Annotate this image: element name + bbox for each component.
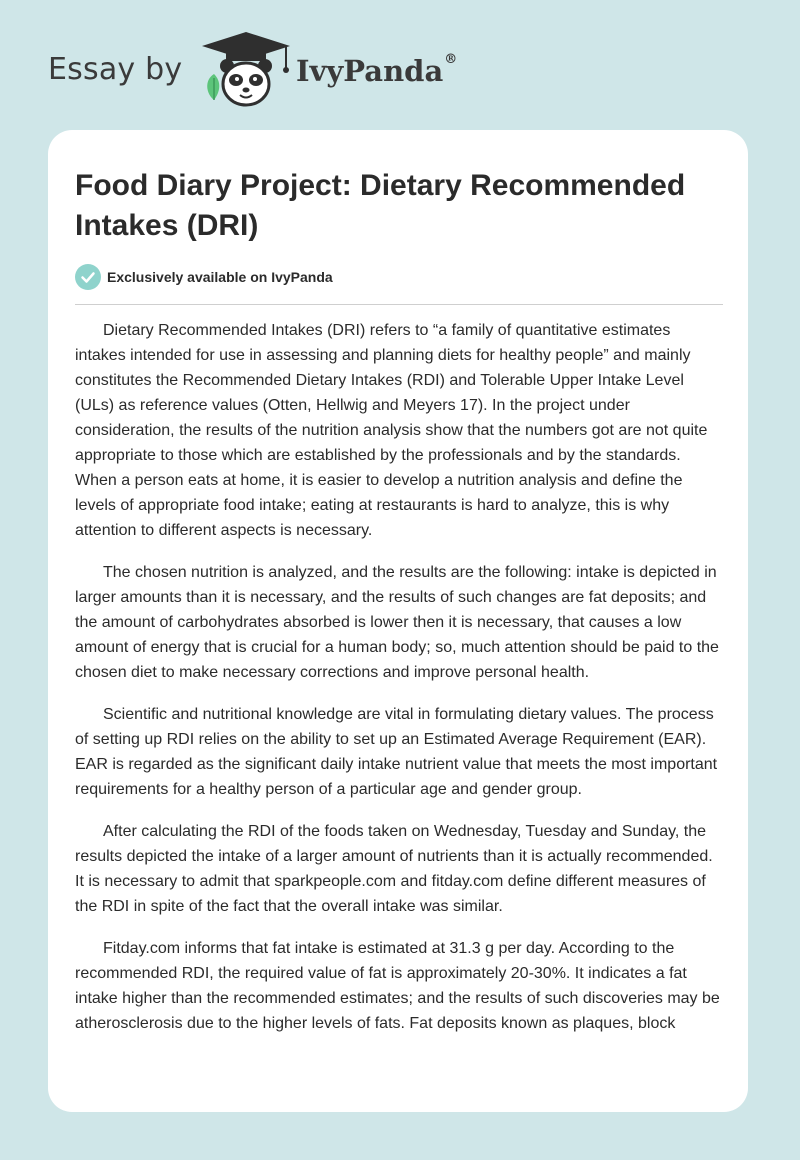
badge-text: Exclusively available on IvyPanda bbox=[107, 269, 333, 285]
paragraph: After calculating the RDI of the foods taken on Wednesday, Tuesday and Sunday, the results depicted the intake of a larger amount of nutrients than it is actually recommended. It is necessary to admit that sparkpeople.com and fitday.com define different measures of the RDI in spite of the fact that the overall intake was similar. bbox=[75, 823, 713, 915]
panda-graduate-icon bbox=[200, 30, 292, 110]
paragraph: Scientific and nutritional knowledge are vital in formulating dietary values. The process of setting up RDI relies on the ability to set up an Estimated Average Requirement (EAR). EAR is regarded as the significant daily intake nutrient value that meets the most important requirements for a healthy person of a particular age and gender group. bbox=[75, 706, 718, 798]
registered-mark: ® bbox=[444, 52, 458, 67]
divider bbox=[75, 304, 723, 305]
brand-name-text: IvyPanda bbox=[296, 54, 444, 88]
article-body bbox=[75, 318, 723, 1112]
exclusive-badge bbox=[75, 264, 333, 290]
brand-header[interactable] bbox=[48, 30, 508, 110]
page-title: Food Diary Project: Dietary Recommended Intakes (DRI) bbox=[75, 169, 686, 242]
essay-card bbox=[48, 130, 748, 1112]
paragraph: Fitday.com informs that fat intake is estimated at 31.3 g per day. According to the recommended RDI, the required value of fat is approximately 20-30%. It indicates a fat intake higher than the recommended estimates; and the results of such discoveries may be atherosclerosis due to the higher levels of fats. Fat deposits known as plaques, block bbox=[75, 940, 720, 1032]
brand-prefix: Essay by bbox=[48, 52, 183, 87]
check-circle-icon bbox=[75, 264, 101, 290]
paragraph: The chosen nutrition is analyzed, and the results are the following: intake is depicted in larger amounts than it is necessary, and the results of such changes are fat deposits; and the amount of carbohydrates absorbed is lower then it is necessary, that causes a low amount of energy that is crucial for a human body; so, much attention should be paid to the chosen diet to make necessary corrections and improve personal health. bbox=[75, 564, 719, 681]
paragraph: Dietary Recommended Intakes (DRI) refers to “a family of quantitative estimates intakes intended for use in assessing and planning diets for healthy people” and mainly constitutes the Recommended Dietary Intakes (RDI) and Tolerable Upper Intake Level (ULs) as reference values (Otten, Hellwig and Meyers 17). In the project under consideration, the results of the nutrition analysis show that the numbers got are not quite appropriate to those which are established by the professionals and by the standards. When a person eats at home, it is easier to develop a nutrition analysis and define the levels of appropriate food intake; eating at restaurants is hard to analyze, this is why attention to different aspects is necessary. bbox=[75, 322, 708, 539]
brand-name bbox=[296, 54, 457, 88]
